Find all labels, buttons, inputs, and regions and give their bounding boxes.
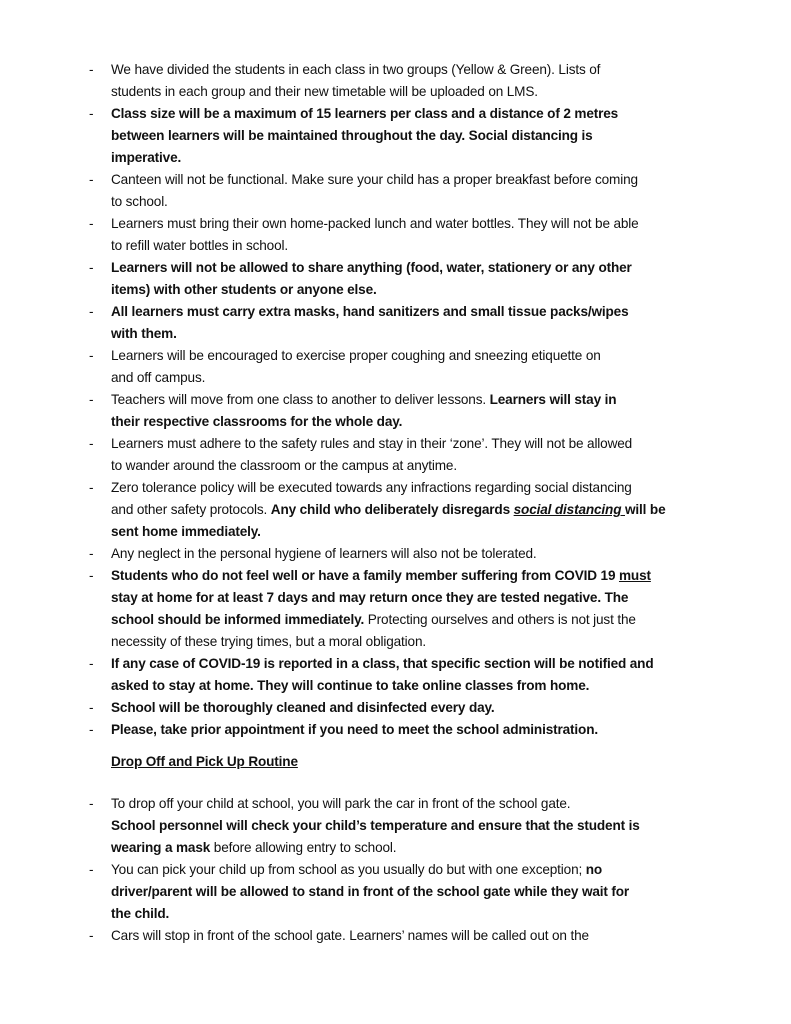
bullet-dash: -	[89, 348, 94, 363]
list-item-line	[111, 235, 288, 257]
bullet-dash: -	[89, 568, 94, 583]
bullet-dash: -	[89, 656, 94, 671]
text-segment: wearing a mask	[111, 840, 211, 855]
text-segment: necessity of these trying times, but a moral obligation.	[111, 634, 426, 649]
bullet-dash: -	[89, 62, 94, 77]
text-segment: Zero tolerance policy will be executed towards any infractions regarding social distancing	[111, 480, 632, 495]
text-segment: Learners will stay in	[489, 392, 617, 407]
text-segment: social distancing	[513, 502, 625, 517]
bullet-dash: -	[89, 436, 94, 451]
text-segment: the child.	[111, 906, 170, 921]
list-item-line	[111, 477, 632, 499]
list-item-line	[111, 455, 457, 477]
text-segment: will be	[625, 502, 666, 517]
text-segment: items) with other students or anyone else.	[111, 282, 377, 297]
list-item-line	[111, 609, 636, 631]
text-segment: and other safety protocols.	[111, 502, 271, 517]
text-segment: to school.	[111, 194, 168, 209]
text-segment: All learners must carry extra masks, hand sanitizers and small tissue packs/wipes	[111, 304, 629, 319]
text-segment: Any neglect in the personal hygiene of learners will also not be tolerated.	[111, 546, 537, 561]
list-item-line	[111, 433, 632, 455]
list-item-line	[111, 631, 426, 653]
list-item-line	[111, 367, 205, 389]
text-segment: their respective classrooms for the whole day.	[111, 414, 403, 429]
list-item-line	[111, 125, 593, 147]
text-segment: driver/parent will be allowed to stand in front of the school gate while they wait for	[111, 884, 630, 899]
text-segment: School personnel will check your child’s temperature and ensure that the student is	[111, 818, 640, 833]
list-item-line	[111, 925, 589, 947]
bullet-dash: -	[89, 862, 94, 877]
list-item-line	[111, 653, 653, 675]
list-item-line	[111, 59, 600, 81]
list-item-line	[111, 147, 181, 169]
list-item-line	[111, 345, 601, 367]
list-item-line	[111, 697, 495, 719]
text-segment: Class size will be a maximum of 15 learners per class and a distance of 2 metres	[111, 106, 619, 121]
text-segment: Learners must adhere to the safety rules and stay in their ‘zone’. They will not be allowed	[111, 436, 633, 451]
list-item-line	[111, 213, 639, 235]
list-item-line	[111, 389, 616, 411]
bullet-dash: -	[89, 722, 94, 737]
bullet-dash: -	[89, 216, 94, 231]
text-segment: imperative.	[111, 150, 182, 165]
text-segment: must	[618, 568, 651, 583]
text-segment: Learners must bring their own home-packed lunch and water bottles. They will not be able	[111, 216, 639, 231]
text-segment: Students who do not feel well or have a family member suffering from COVID 19	[111, 568, 619, 583]
list-item-line	[111, 81, 538, 103]
text-segment: no	[585, 862, 603, 877]
list-item-line	[111, 859, 602, 881]
list-item-line	[111, 837, 396, 859]
text-segment: We have divided the students in each class in two groups (Yellow & Green). Lists of	[111, 62, 601, 77]
list-item-line	[111, 279, 377, 301]
text-segment: with them.	[111, 326, 177, 341]
list-item-line	[111, 257, 632, 279]
text-segment: to wander around the classroom or the campus at anytime.	[111, 458, 457, 473]
text-segment: Protecting ourselves and others is not just the	[364, 612, 636, 627]
text-segment: to refill water bottles in school.	[111, 238, 288, 253]
text-segment: School will be thoroughly cleaned and disinfected every day.	[111, 700, 495, 715]
text-segment: Please, take prior appointment if you need to meet the school administration.	[111, 722, 598, 737]
list-item-line	[111, 323, 177, 345]
list-item-line	[111, 903, 169, 925]
bullet-dash: -	[89, 546, 94, 561]
text-segment: You can pick your child up from school as you usually do but with one exception;	[111, 862, 586, 877]
bullet-dash: -	[89, 700, 94, 715]
text-segment: Cars will stop in front of the school gate. Learners’ names will be called out on the	[111, 928, 589, 943]
text-segment: and off campus.	[111, 370, 206, 385]
list-item-line	[111, 169, 638, 191]
list-item-line	[111, 191, 168, 213]
text-segment: If any case of COVID-19 is reported in a class, that specific section will be notified and	[111, 656, 654, 671]
bullet-dash: -	[89, 304, 94, 319]
bullet-dash: -	[89, 172, 94, 187]
list-item-line	[111, 881, 629, 903]
text-segment: students in each group and their new timetable will be uploaded on LMS.	[111, 84, 538, 99]
bullet-dash: -	[89, 392, 94, 407]
text-segment: Learners will not be allowed to share anything (food, water, stationery or any other	[111, 260, 632, 275]
bullet-dash: -	[89, 260, 94, 275]
bullet-dash: -	[89, 796, 94, 811]
list-item-line	[111, 815, 640, 837]
text-segment: between learners will be maintained throughout the day. Social distancing is	[111, 128, 593, 143]
text-segment: before allowing entry to school.	[210, 840, 397, 855]
list-item-line	[111, 301, 629, 323]
text-segment: sent home immediately.	[111, 524, 261, 539]
list-item-line	[111, 793, 570, 815]
list-item-line	[111, 499, 666, 521]
list-item-line	[111, 411, 402, 433]
list-item-line	[111, 565, 651, 587]
bullet-dash: -	[89, 480, 94, 495]
bullet-dash: -	[89, 928, 94, 943]
text-segment: Canteen will not be functional. Make sure your child has a proper breakfast before coming	[111, 172, 638, 187]
text-segment: asked to stay at home. They will continue to take online classes from home.	[111, 678, 590, 693]
text-segment: stay at home for at least 7 days and may return once they are tested negative. The	[111, 590, 629, 605]
list-item-line	[111, 719, 598, 741]
list-item-line	[111, 103, 618, 125]
text-segment: school should be informed immediately.	[111, 612, 365, 627]
text-segment: Learners will be encouraged to exercise proper coughing and sneezing etiquette on	[111, 348, 601, 363]
list-item-line	[111, 521, 261, 543]
bullet-dash: -	[89, 106, 94, 121]
text-segment: Teachers will move from one class to another to deliver lessons.	[111, 392, 490, 407]
section-heading: Drop Off and Pick Up Routine	[111, 754, 298, 769]
text-segment: Any child who deliberately disregards	[270, 502, 514, 517]
list-item-line	[111, 587, 628, 609]
list-item-line	[111, 675, 589, 697]
text-segment: To drop off your child at school, you will park the car in front of the school gate.	[111, 796, 571, 811]
list-item-line	[111, 543, 537, 565]
